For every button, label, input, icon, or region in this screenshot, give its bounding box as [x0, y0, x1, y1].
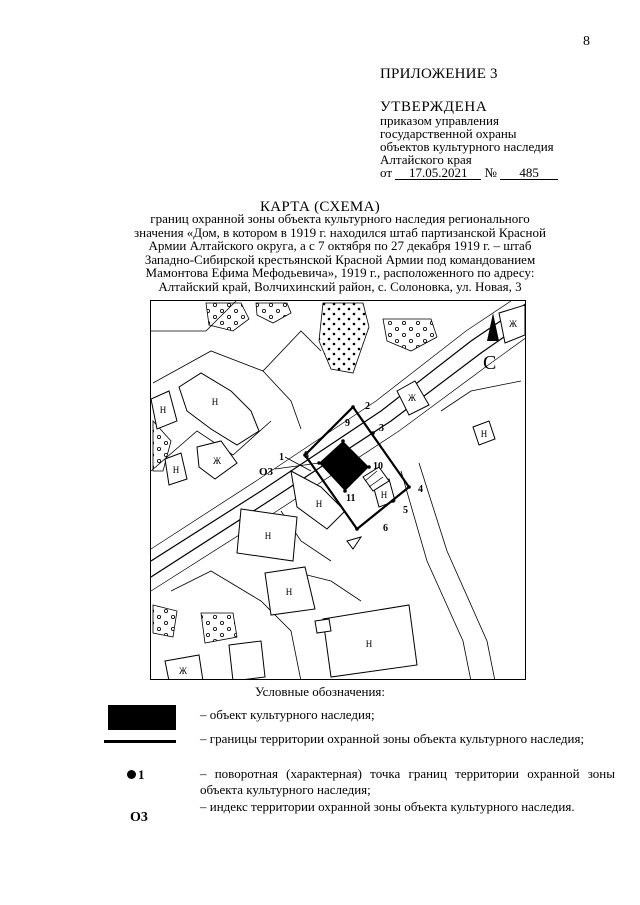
turning-point-dot: [371, 431, 375, 435]
turning-point-label: 9: [345, 418, 350, 429]
tree-area: [201, 613, 237, 643]
turning-point-label: 11: [346, 493, 356, 504]
turning-point-dot: [317, 461, 321, 465]
turning-point-label: 10: [373, 461, 383, 472]
building: [179, 373, 259, 445]
building-label: Ж: [508, 319, 518, 329]
appendix-label: ПРИЛОЖЕНИЕ 3: [380, 66, 498, 82]
turning-point-dot: [407, 485, 411, 489]
heritage-object: [319, 441, 369, 491]
turning-point-label: 1: [279, 452, 284, 463]
legend-item-text: – объект культурного наследия;: [200, 707, 375, 722]
turning-point-label: 2: [365, 401, 370, 412]
building-label: Ж: [407, 393, 417, 403]
turning-point-dot: [351, 405, 355, 409]
turning-point-dot: [341, 439, 345, 443]
building-label: Н: [365, 639, 373, 649]
order-date-number: [380, 165, 558, 181]
building-label: Н: [264, 531, 272, 541]
turning-point-label: 4: [418, 484, 423, 495]
parcel: [419, 463, 495, 680]
map-caption: [100, 212, 580, 293]
turning-point-dot: [367, 465, 371, 469]
caption-line: Мамонтова Ефима Мефодьевича», 1919 г., расположенного по адресу:: [145, 265, 535, 280]
order-number: 485: [500, 166, 558, 180]
tree-area: [383, 319, 437, 351]
legend-item-text: – границы территории охранной зоны объекта культурного наследия;: [200, 731, 585, 746]
legend-heritage-object-symbol: [108, 705, 176, 730]
building-label: Н: [480, 429, 488, 439]
north-label: С: [483, 352, 497, 374]
building-label: Н: [285, 587, 293, 597]
building-label: Ж: [212, 456, 222, 466]
turning-point-dot: [355, 527, 359, 531]
parcel: [153, 331, 321, 383]
page-number: 8: [583, 34, 590, 49]
order-date: 17.05.2021: [395, 166, 481, 180]
site-map-drawing: [151, 301, 526, 680]
building: [315, 619, 331, 633]
zone-index-label: О3: [259, 466, 274, 478]
building-label: Н: [380, 490, 388, 500]
parcel: [263, 371, 301, 429]
building-label: Н: [315, 499, 323, 509]
legend-point-symbol-label: 1: [138, 767, 145, 782]
order-line: приказом управления: [380, 113, 499, 128]
approved-label: УТВЕРЖДЕНА: [380, 99, 488, 115]
site-map: [150, 300, 526, 680]
north-arrow-icon: [487, 313, 499, 341]
caption-line: Западно-Сибирской крестьянской Красной Армии под командованием: [144, 251, 536, 267]
legend-boundary-line-symbol: [104, 740, 176, 743]
date-prefix: от: [380, 165, 393, 180]
direction-arrow-icon: [347, 537, 361, 549]
turning-point-label: 3: [379, 423, 384, 434]
legend-zone-index-symbol: О3: [130, 810, 148, 825]
caption-line: значения «Дом, в котором в 1919 г. находился штаб партизанской Красной: [134, 224, 546, 240]
tree-area: [206, 303, 249, 331]
building-label: Н: [159, 405, 167, 415]
turning-point-label: 8: [304, 450, 309, 461]
legend-title: Условные обозначения:: [254, 684, 386, 699]
order-line: государственной охраны: [380, 126, 517, 141]
caption-line: Алтайский край, Волчихинский район, с. Солоновка, ул. Новая, 3: [158, 278, 522, 294]
shrub-area: [319, 303, 369, 373]
building: [229, 641, 265, 680]
caption-line: Армии Алтайского округа, а с 7 октября по 27 декабря 1919 г. – штаб: [148, 238, 532, 253]
building-label: Н: [211, 397, 219, 407]
tree-area: [153, 605, 177, 637]
map-title: КАРТА (СХЕМА): [259, 199, 381, 215]
order-line: Алтайского края: [380, 152, 472, 167]
turning-point-label: 6: [383, 523, 388, 534]
building-label: Н: [172, 465, 180, 475]
number-sign: №: [484, 165, 497, 180]
turning-point-dot: [391, 499, 395, 503]
parcel: [441, 381, 521, 411]
building-label: Ж: [178, 666, 188, 676]
legend-point-symbol: [127, 770, 136, 779]
tree-area: [256, 303, 291, 323]
legend-item-text: – поворотная (характерная) точка границ территории охранной зоны объекта культурного наследия;: [200, 766, 615, 797]
order-line: объектов культурного наследия: [380, 139, 554, 154]
turning-point-label: 5: [403, 505, 408, 516]
caption-line: границ охранной зоны объекта культурного наследия регионального: [150, 211, 530, 226]
legend-item-text: – индекс территории охранной зоны объекта культурного наследия.: [200, 799, 575, 814]
